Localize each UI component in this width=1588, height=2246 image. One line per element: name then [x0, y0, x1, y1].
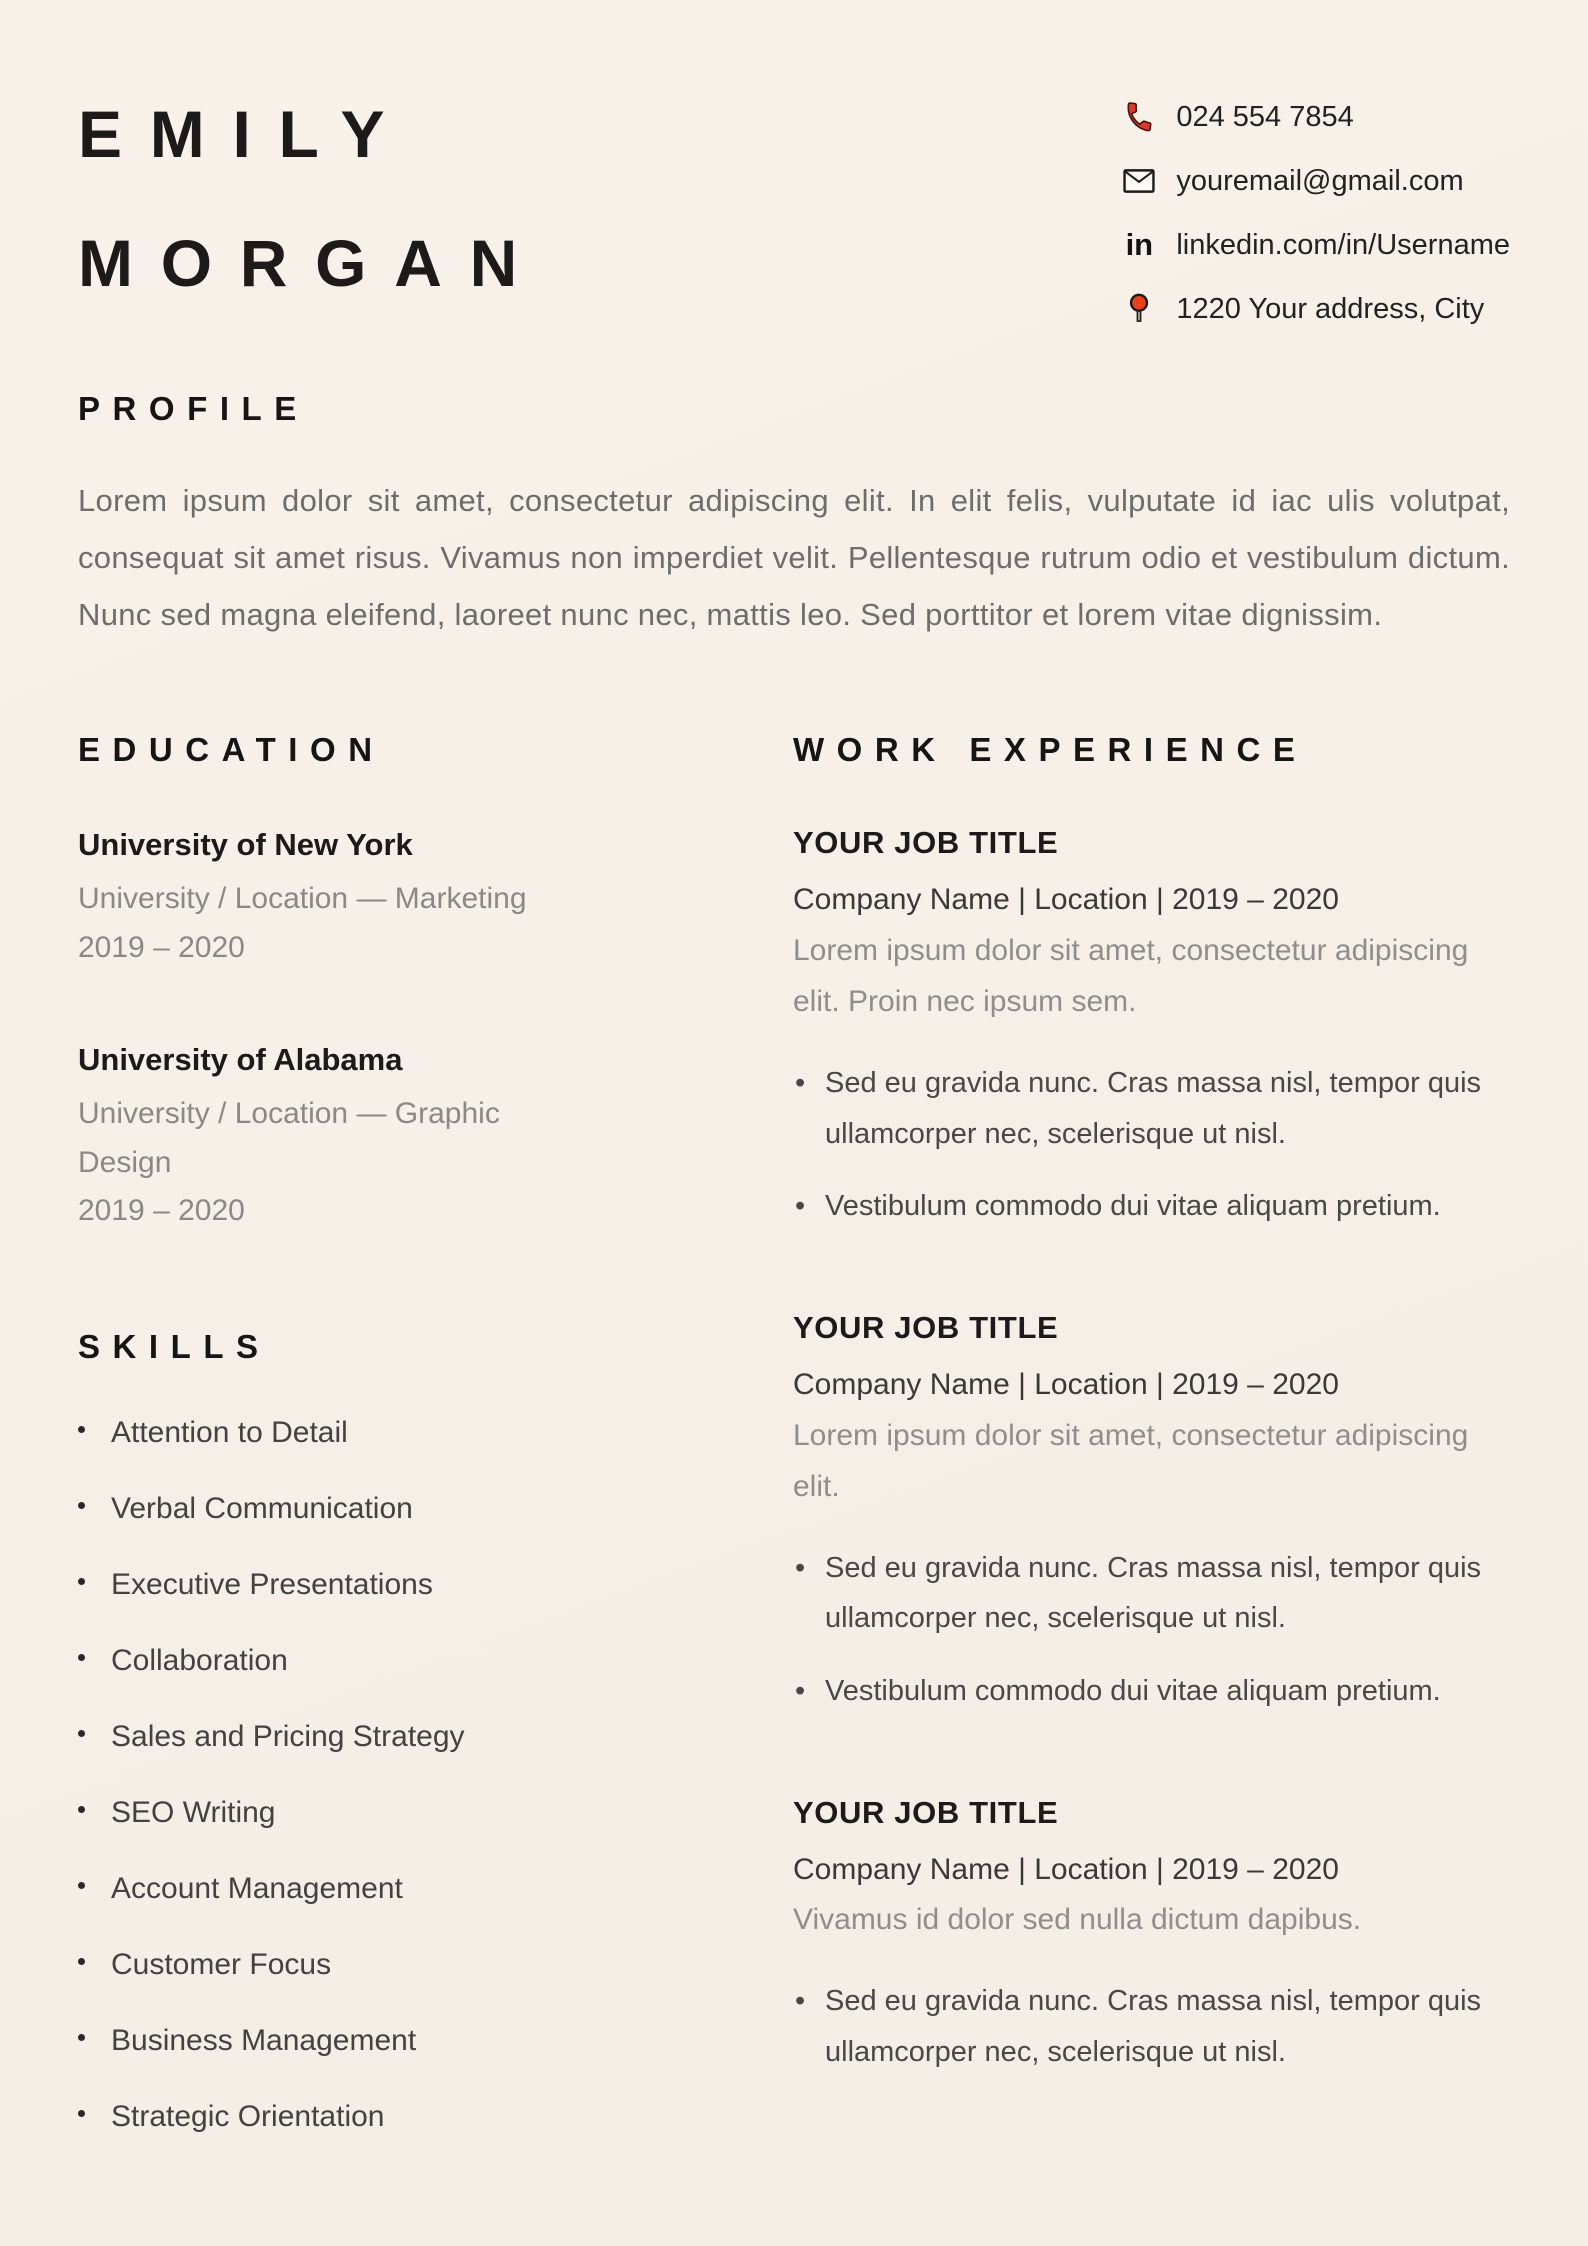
skill-item — [78, 1492, 638, 1526]
profile-heading: PROFILE — [78, 390, 309, 427]
education-heading: EDUCATION — [78, 731, 385, 769]
skill-item — [78, 2024, 638, 2058]
skill-item — [78, 1720, 638, 1754]
bullet-dot — [78, 2110, 85, 2117]
skill-label: Strategic Orientation — [111, 2100, 385, 2134]
contact-item-linkedin — [1120, 226, 1510, 264]
skill-label: SEO Writing — [111, 1796, 276, 1830]
skill-item — [78, 1948, 638, 1982]
bullet-dot — [78, 1426, 85, 1433]
bullet-dot — [78, 1882, 85, 1889]
phone-icon — [1120, 98, 1158, 136]
bullet-dot — [78, 1654, 85, 1661]
job-meta: Company Name | Location | 2019 – 2020 — [793, 1368, 1339, 1402]
skills-heading: SKILLS — [78, 1328, 271, 1366]
header — [78, 70, 1510, 328]
skill-label: Attention to Detail — [111, 1416, 348, 1450]
columns — [78, 731, 1510, 2134]
bullet-dot — [78, 1730, 85, 1737]
job-bullet: • Sed eu gravida nunc. Cras massa nisl, tempor quis ullamcorper nec, scelerisque ut nisl. — [793, 1976, 1493, 2078]
profile-section — [78, 390, 1510, 643]
education-section — [78, 731, 638, 1236]
bullet-dot — [78, 1958, 85, 1965]
linkedin-url: linkedin.com/in/Username — [1176, 228, 1510, 261]
job-entry — [793, 825, 1510, 1232]
skill-item — [78, 2100, 638, 2134]
skill-item — [78, 1796, 638, 1830]
bullet-dot — [78, 2034, 85, 2041]
linkedin-glyph: in — [1125, 227, 1154, 262]
skill-item — [78, 1416, 638, 1450]
job-bullets — [793, 1976, 1510, 2078]
skill-label: Sales and Pricing Strategy — [111, 1720, 465, 1754]
skill-item — [78, 1568, 638, 1602]
location-icon — [1120, 290, 1158, 328]
work-experience-heading: WORK EXPERIENCE — [793, 731, 1308, 769]
contact-item-phone — [1120, 98, 1510, 136]
skills-section — [78, 1328, 638, 2134]
right-column — [793, 731, 1510, 2134]
person-name — [78, 70, 545, 327]
left-column — [78, 731, 638, 2134]
job-bullet: • Vestibulum commodo dui vitae aliquam pretium. — [793, 1666, 1493, 1717]
skills-list — [78, 1416, 638, 2134]
education-dates: 2019 – 2020 — [78, 1194, 245, 1228]
job-bullets — [793, 1543, 1510, 1717]
education-dates: 2019 – 2020 — [78, 930, 245, 964]
school-name: University of New York — [78, 827, 413, 863]
school-name: University of Alabama — [78, 1042, 403, 1078]
bullet-dot — [78, 1502, 85, 1509]
skill-label: Verbal Communication — [111, 1492, 413, 1526]
job-title: YOUR JOB TITLE — [793, 1310, 1059, 1346]
job-entry — [793, 1310, 1510, 1717]
skill-label: Account Management — [111, 1872, 403, 1906]
education-detail: University / Location — Marketing — [78, 882, 527, 916]
linkedin-icon — [1120, 226, 1158, 264]
street-address: 1220 Your address, City — [1176, 292, 1485, 325]
contact-list — [1120, 98, 1510, 328]
job-meta: Company Name | Location | 2019 – 2020 — [793, 1852, 1339, 1886]
education-entry — [78, 827, 638, 972]
contact-item-email — [1120, 162, 1510, 200]
last-name: MORGAN — [78, 225, 545, 300]
skill-label: Collaboration — [111, 1644, 288, 1678]
bullet-dot — [78, 1578, 85, 1585]
contact-item-address — [1120, 290, 1510, 328]
education-entry — [78, 1042, 638, 1236]
job-summary: Vivamus id dolor sed nulla dictum dapibus. — [793, 1903, 1362, 1937]
education-detail: University / Location — Graphic Design — [78, 1097, 500, 1179]
job-entry — [793, 1795, 1510, 2078]
skill-label: Executive Presentations — [111, 1568, 433, 1602]
job-bullet: • Sed eu gravida nunc. Cras massa nisl, tempor quis ullamcorper nec, scelerisque ut nisl. — [793, 1058, 1493, 1160]
bullet-dot — [78, 1806, 85, 1813]
job-bullets — [793, 1058, 1510, 1232]
profile-text: Lorem ipsum dolor sit amet, consectetur adipiscing elit. In elit felis, vulputate id iac ulis volutpat, consequat sit amet risus. Vivamus non imperdiet velit. Pellentesque rutrum odio et vestibulum dictum. Nunc sed magna eleifend, laoreet nunc nec, mattis leo. Sed porttitor et lorem vitae dignissim. — [78, 483, 1510, 633]
skill-label: Business Management — [111, 2024, 417, 2058]
email-icon — [1120, 162, 1158, 200]
phone-number: 024 554 7854 — [1176, 100, 1354, 133]
job-bullet: • Vestibulum commodo dui vitae aliquam pretium. — [793, 1181, 1493, 1232]
job-title: YOUR JOB TITLE — [793, 825, 1059, 861]
first-name: EMILY — [78, 97, 413, 171]
skill-label: Customer Focus — [111, 1948, 332, 1982]
job-bullet: • Sed eu gravida nunc. Cras massa nisl, tempor quis ullamcorper nec, scelerisque ut nisl. — [793, 1543, 1493, 1645]
job-summary: Lorem ipsum dolor sit amet, consectetur adipiscing elit. — [793, 1418, 1469, 1504]
job-title: YOUR JOB TITLE — [793, 1794, 1059, 1830]
job-meta: Company Name | Location | 2019 – 2020 — [793, 883, 1339, 917]
skill-item — [78, 1872, 638, 1906]
email-address: youremail@gmail.com — [1176, 164, 1464, 197]
job-summary: Lorem ipsum dolor sit amet, consectetur adipiscing elit. Proin nec ipsum sem. — [793, 933, 1469, 1019]
skill-item — [78, 1644, 638, 1678]
